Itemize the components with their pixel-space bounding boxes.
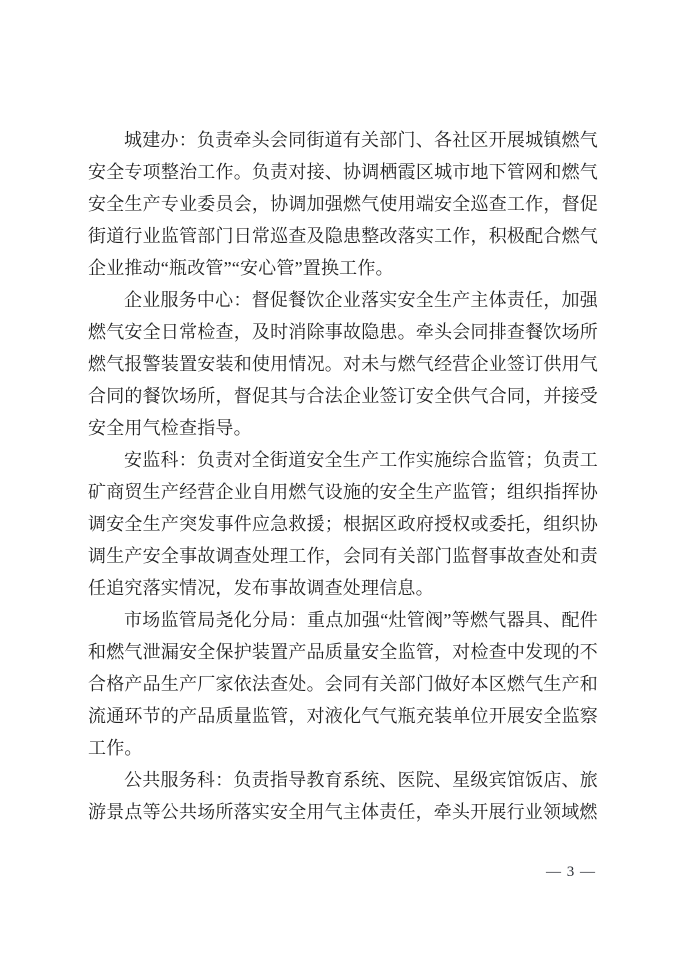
document-body xyxy=(88,124,598,828)
paragraph-qiye-fuwu-zhongxin: 企业服务中心：督促餐饮企业落实安全生产主体责任，加强燃气安全日常检查，及时消除事故隐患。牵头会同排查餐饮场所燃气报警装置安装和使用情况。对未与燃气经营企业签订供用气合同的餐饮场所，督促其与合法企业签订安全供气合同，并接受安全用气检查指导。 xyxy=(88,290,598,438)
page-number: — 3 — xyxy=(546,864,596,880)
paragraph-shichang-jianguan-ju: 市场监管局尧化分局：重点加强“灶管阀”等燃气器具、配件和燃气泄漏安全保护装置产品质量安全监管，对检查中发现的不合格产品生产厂家依法查处。会同有关部门做好本区燃气生产和流通环节的产品质量监管，对液化气气瓶充装单位开展安全监察工作。 xyxy=(88,610,598,758)
paragraph-gonggong-fuwu-ke: 公共服务科：负责指导教育系统、医院、星级宾馆饭店、旅游景点等公共场所落实安全用气主体责任，牵头开展行业领域燃 xyxy=(88,770,598,822)
paragraph-anjianke: 安监科：负责对全街道安全生产工作实施综合监管；负责工矿商贸生产经营企业自用燃气设施的安全生产监管；组织指挥协调安全生产突发事件应急救援；根据区政府授权或委托，组织协调生产安全事故调查处理工作，会同有关部门监督事故查处和责任追究落实情况，发布事故调查处理信息。 xyxy=(88,450,598,598)
paragraph-chengjianban: 城建办：负责牵头会同街道有关部门、各社区开展城镇燃气安全专项整治工作。负责对接、协调栖霞区城市地下管网和燃气安全生产专业委员会，协调加强燃气使用端安全巡查工作，督促街道行业监管部门日常巡查及隐患整改落实工作，积极配合燃气企业推动“瓶改管”“安心管”置换工作。 xyxy=(88,130,598,278)
